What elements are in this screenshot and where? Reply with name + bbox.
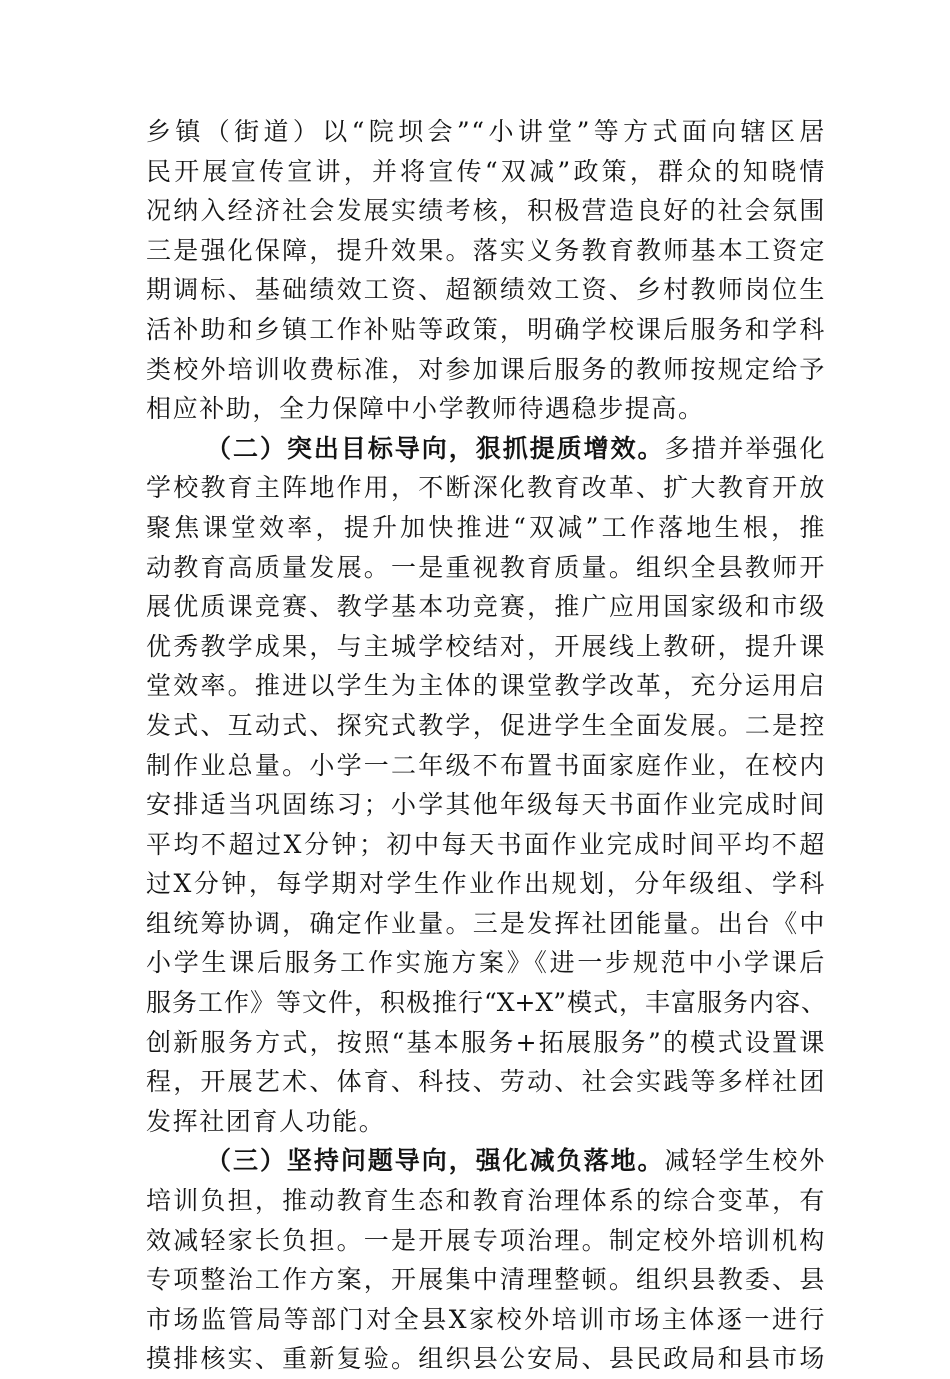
section-heading: （三）坚持问题导向，强化减负落地。 — [206, 1146, 665, 1176]
paragraph-line: 创新服务方式，按照“基本服务+拓展服务”的模式设置课 — [146, 1027, 826, 1057]
paragraph-line: 市场监管局等部门对全县X家校外培训市场主体逐一进行 — [146, 1304, 826, 1334]
paragraph-line: 程，开展艺术、体育、科技、劳动、社会实践等多样社团 — [146, 1067, 826, 1097]
section-heading-rest: 减轻学生校外 — [664, 1146, 826, 1176]
paragraph-line: 发挥社团育人功能。 — [146, 1106, 386, 1136]
section-heading-rest: 多措并举强化 — [664, 433, 826, 463]
paragraph-line: 平均不超过X分钟；初中每天书面作业完成时间平均不超 — [146, 829, 826, 859]
section-heading-line — [146, 1141, 826, 1181]
paragraph-line: 相应补助，全力保障中小学教师待遇稳步提高。 — [146, 394, 705, 424]
paragraph-line: 况纳入经济社会发展实绩考核，积极营造良好的社会氛围 — [146, 196, 826, 226]
paragraph-line: 堂效率。推进以学生为主体的课堂教学改革，充分运用启 — [146, 671, 826, 701]
paragraph-line: 期调标、基础绩效工资、超额绩效工资、乡村教师岗位生 — [146, 275, 826, 305]
paragraph-line: 展优质课竞赛、教学基本功竞赛，推广应用国家级和市级 — [146, 592, 826, 622]
section-heading-line — [146, 429, 826, 469]
paragraph-line: 培训负担，推动教育生态和教育治理体系的综合变革，有 — [146, 1186, 826, 1216]
paragraph-line: 活补助和乡镇工作补贴等政策，明确学校课后服务和学科 — [146, 314, 826, 344]
section-heading: （二）突出目标导向，狠抓提质增效。 — [206, 433, 665, 463]
paragraph-line: 安排适当巩固练习；小学其他年级每天书面作业完成时间 — [146, 790, 826, 820]
paragraph-line: 效减轻家长负担。一是开展专项治理。制定校外培训机构 — [146, 1225, 826, 1255]
paragraph-line: 乡镇（街道）以“院坝会”“小讲堂”等方式面向辖区居 — [146, 117, 826, 146]
paragraph-line: 过X分钟，每学期对学生作业作出规划，分年级组、学科 — [146, 869, 826, 899]
paragraph-line: 类校外培训收费标准，对参加课后服务的教师按规定给予 — [146, 354, 826, 384]
paragraph-line: 小学生课后服务工作实施方案》《进一步规范中小学课后 — [146, 948, 826, 978]
paragraph-line: 制作业总量。小学一二年级不布置书面家庭作业，在校内 — [146, 750, 826, 780]
paragraph-line: 三是强化保障，提升效果。落实义务教育教师基本工资定 — [146, 235, 826, 265]
paragraph-line: 聚焦课堂效率，提升加快推进“双减”工作落地生根，推 — [146, 512, 826, 542]
paragraph-line: 组统筹协调，确定作业量。三是发挥社团能量。出台《中 — [146, 908, 826, 938]
paragraph-line: 学校教育主阵地作用，不断深化教育改革、扩大教育开放 — [146, 473, 826, 503]
paragraph-line: 优秀教学成果，与主城学校结对，开展线上教研，提升课 — [146, 631, 826, 661]
paragraph-line: 服务工作》等文件，积极推行“X+X”模式，丰富服务内容、 — [146, 988, 826, 1018]
paragraph-line: 发式、互动式、探究式教学，促进学生全面发展。二是控 — [146, 710, 826, 740]
paragraph-line: 专项整治工作方案，开展集中清理整顿。组织县教委、县 — [146, 1265, 826, 1295]
paragraph-line: 动教育高质量发展。一是重视教育质量。组织全县教师开 — [146, 552, 826, 582]
body-text — [146, 112, 826, 1379]
paragraph-line: 摸排核实、重新复验。组织县公安局、县民政局和县市场 — [146, 1344, 826, 1374]
paragraph-line: 民开展宣传宣讲，并将宣传“双减”政策，群众的知晓情 — [146, 156, 826, 186]
